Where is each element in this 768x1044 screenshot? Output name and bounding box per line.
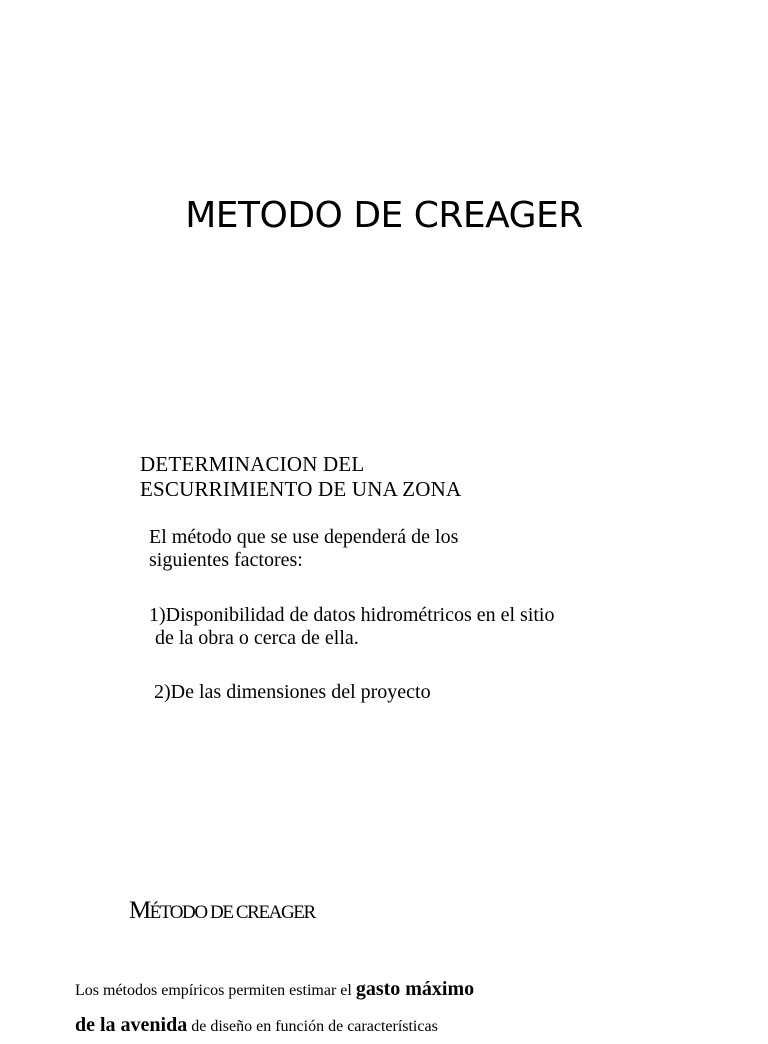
factor-item-2 [154, 681, 431, 704]
intro-line-2: siguientes factores: [149, 549, 303, 571]
body-line-1-normal: Los métodos empíricos permiten estimar el [75, 982, 352, 999]
body-line-1 [75, 972, 474, 1008]
subtitle-first-letter: M [129, 897, 150, 924]
body-line-2-bold: de la avenida [75, 1014, 188, 1036]
intro-paragraph [149, 526, 458, 572]
intro-line-1: El método que se use dependerá de los [149, 526, 459, 548]
section-heading-line-2: ESCURRIMIENTO DE UNA ZONA [140, 477, 462, 501]
body-line-1-bold: gasto máximo [355, 978, 475, 1000]
document-title: METODO DE CREAGER [185, 195, 583, 236]
factor-2-line-1: 2)De las dimensiones del proyecto [154, 681, 431, 703]
subtitle-rest: ÉTODO DE CREAGER [149, 902, 315, 923]
section-heading [140, 452, 461, 502]
body-text [75, 972, 474, 1044]
factor-1-line-1: 1)Disponibilidad de datos hidrométricos en el sitio [149, 604, 555, 626]
section-heading-line-1: DETERMINACION DEL [140, 452, 365, 476]
factor-item-1 [149, 604, 555, 650]
factor-1-line-2: de la obra o cerca de ella. [155, 627, 359, 649]
body-line-2-normal: de diseño en función de características [191, 1018, 438, 1035]
body-line-2 [75, 1008, 474, 1044]
method-subtitle [129, 896, 315, 926]
